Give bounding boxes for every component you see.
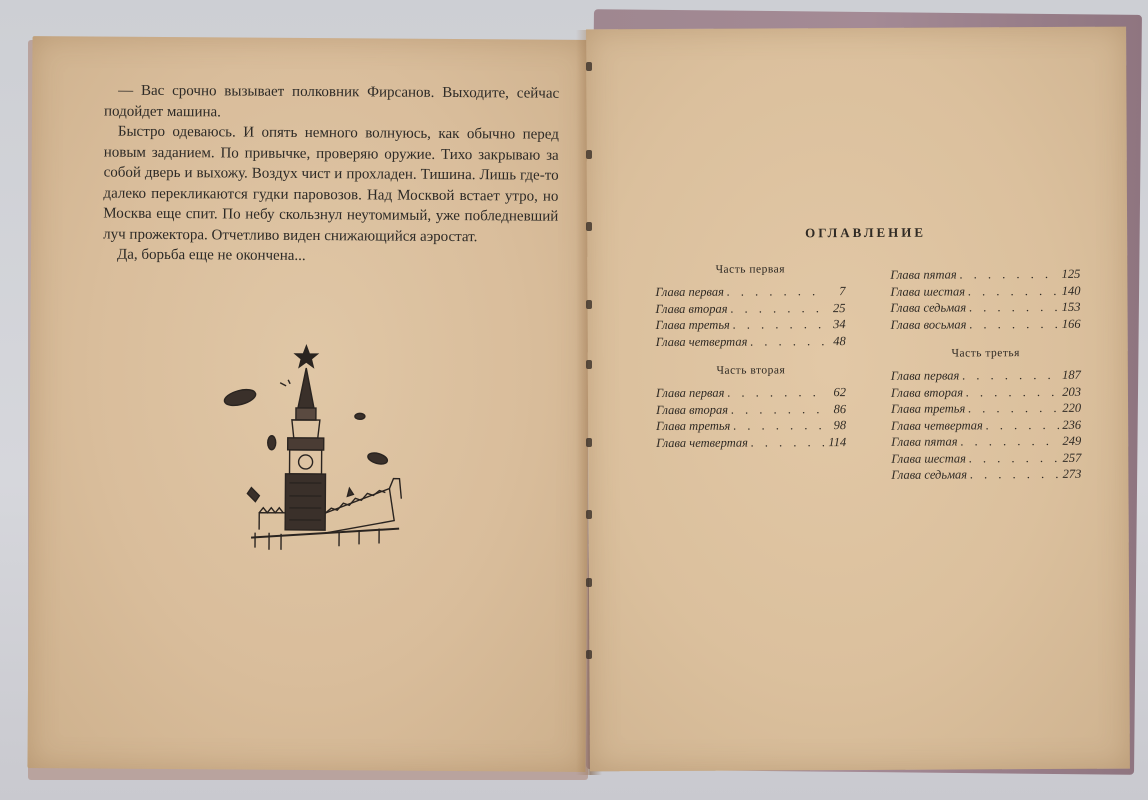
leader-dots (967, 467, 1059, 482)
chapter-label: Глава третья (655, 317, 730, 333)
stitch (586, 650, 592, 659)
leader-dots (966, 450, 1059, 465)
leader-dots (959, 368, 1059, 384)
page-number: 220 (1062, 400, 1082, 415)
chapter-label: Глава четвертая (656, 435, 748, 450)
chapter-label: Глава третья (891, 401, 966, 416)
chapter-label: Глава шестая (890, 283, 966, 299)
part-heading: Часть вторая (716, 364, 786, 377)
toc-entry (890, 283, 1080, 300)
toc-entry (655, 284, 845, 301)
leader-dots (724, 284, 824, 300)
page-number: 114 (828, 434, 847, 449)
toc-entry (656, 418, 846, 435)
chapter-label: Глава вторая (655, 301, 728, 316)
toc-entry (655, 301, 845, 318)
chapter-label: Глава третья (656, 418, 731, 434)
page-number: 62 (833, 385, 847, 400)
toc-entry (890, 267, 1080, 284)
stitch (586, 360, 592, 369)
story-text (103, 81, 559, 269)
chapter-label: Глава первая (890, 368, 960, 383)
stitch (586, 438, 592, 447)
page-number: 249 (1062, 433, 1082, 448)
page-number: 140 (1061, 283, 1081, 298)
toc-entry (891, 467, 1081, 484)
page-number: 7 (839, 284, 846, 299)
page-number: 25 (832, 300, 846, 315)
toc-entry (891, 384, 1081, 401)
toc-column-right (890, 267, 1081, 484)
leader-dots (963, 384, 1059, 400)
leader-dots (730, 317, 824, 332)
stitch (586, 578, 592, 587)
toc-entry (891, 450, 1081, 467)
leader-dots (965, 283, 1058, 298)
stitch (586, 510, 592, 519)
page-number: 273 (1062, 466, 1082, 481)
chapter-label: Глава седьмая (891, 467, 968, 482)
toc-entry (656, 402, 846, 419)
page-number: 236 (1062, 417, 1082, 432)
page-number: 86 (833, 401, 847, 416)
leader-dots (958, 434, 1060, 450)
paragraph-2: Быстро одеваюсь. И опять немного волнуюсь, как обычно перед новым заданием. По привычке, проверяю оружие. Тихо закрываю за собой дверь и выхожу. Воздух чист и прохладен. Тишина. Лишь где-то далеко перекликаются гудки паровозов. Над Москвой встает утро, но Москва еще спит. По небу скользнул неутомимый, уже побледневший луч прожектора. Отчетливо виден снижающийся аэростат. (103, 123, 559, 245)
leader-dots (724, 385, 824, 401)
toc-entry (891, 401, 1081, 418)
page-number: 98 (833, 418, 847, 433)
chapter-label: Глава четвертая (891, 417, 983, 433)
toc-entry (656, 334, 846, 351)
paragraph-3: Да, борьба еще не окончена... (116, 246, 306, 264)
page-number: 153 (1061, 299, 1081, 314)
leader-dots (966, 300, 1058, 315)
toc-entry (656, 435, 846, 452)
leader-dots (730, 418, 824, 433)
chapter-label: Глава вторая (890, 384, 964, 400)
chapter-label: Глава первая (655, 385, 725, 401)
leader-dots (966, 316, 1058, 331)
page-number: 166 (1061, 316, 1081, 331)
stitch (586, 222, 592, 231)
leader-dots (748, 435, 824, 450)
page-number: 125 (1061, 266, 1081, 281)
page-number: 34 (833, 317, 846, 332)
stitch (586, 62, 592, 71)
leader-dots (957, 267, 1059, 283)
page-number: 187 (1062, 367, 1081, 382)
left-page (27, 36, 590, 772)
part-heading: Часть третья (951, 347, 1020, 360)
leader-dots (965, 401, 1059, 416)
toc-entry (891, 368, 1081, 385)
page-number: 257 (1062, 450, 1082, 465)
stitch (586, 150, 592, 159)
toc-entry (891, 434, 1081, 451)
toc-entry (891, 316, 1081, 333)
stitch (586, 300, 592, 309)
chapter-label: Глава пятая (891, 434, 958, 449)
chapter-label: Глава седьмая (890, 300, 967, 315)
toc-title: ОГЛАВЛЕНИЕ (805, 224, 927, 241)
page-number: 203 (1062, 384, 1081, 399)
toc-entry (890, 300, 1080, 317)
leader-dots (728, 301, 824, 317)
page-number: 48 (833, 333, 846, 348)
leader-dots (983, 417, 1059, 432)
chapter-label: Глава четвертая (655, 334, 748, 349)
chapter-label: Глава пятая (890, 267, 957, 282)
toc-column-left (655, 263, 846, 452)
leader-dots (747, 334, 823, 349)
chapter-label: Глава первая (655, 284, 724, 300)
chapter-label: Глава вторая (656, 402, 729, 417)
chapter-label: Глава восьмая (890, 316, 967, 332)
chapter-label: Глава шестая (891, 450, 966, 466)
paragraph-1: — Вас срочно вызывает полковник Фирсанов. Выходите, сейчас подойдет машина. (103, 82, 560, 120)
toc-entry (656, 317, 846, 334)
toc-entry (891, 417, 1081, 434)
toc-entry (656, 385, 846, 402)
kremlin-tower-illustration (189, 337, 421, 559)
leader-dots (728, 402, 824, 418)
right-page (586, 27, 1130, 772)
part-heading: Часть первая (715, 263, 786, 276)
